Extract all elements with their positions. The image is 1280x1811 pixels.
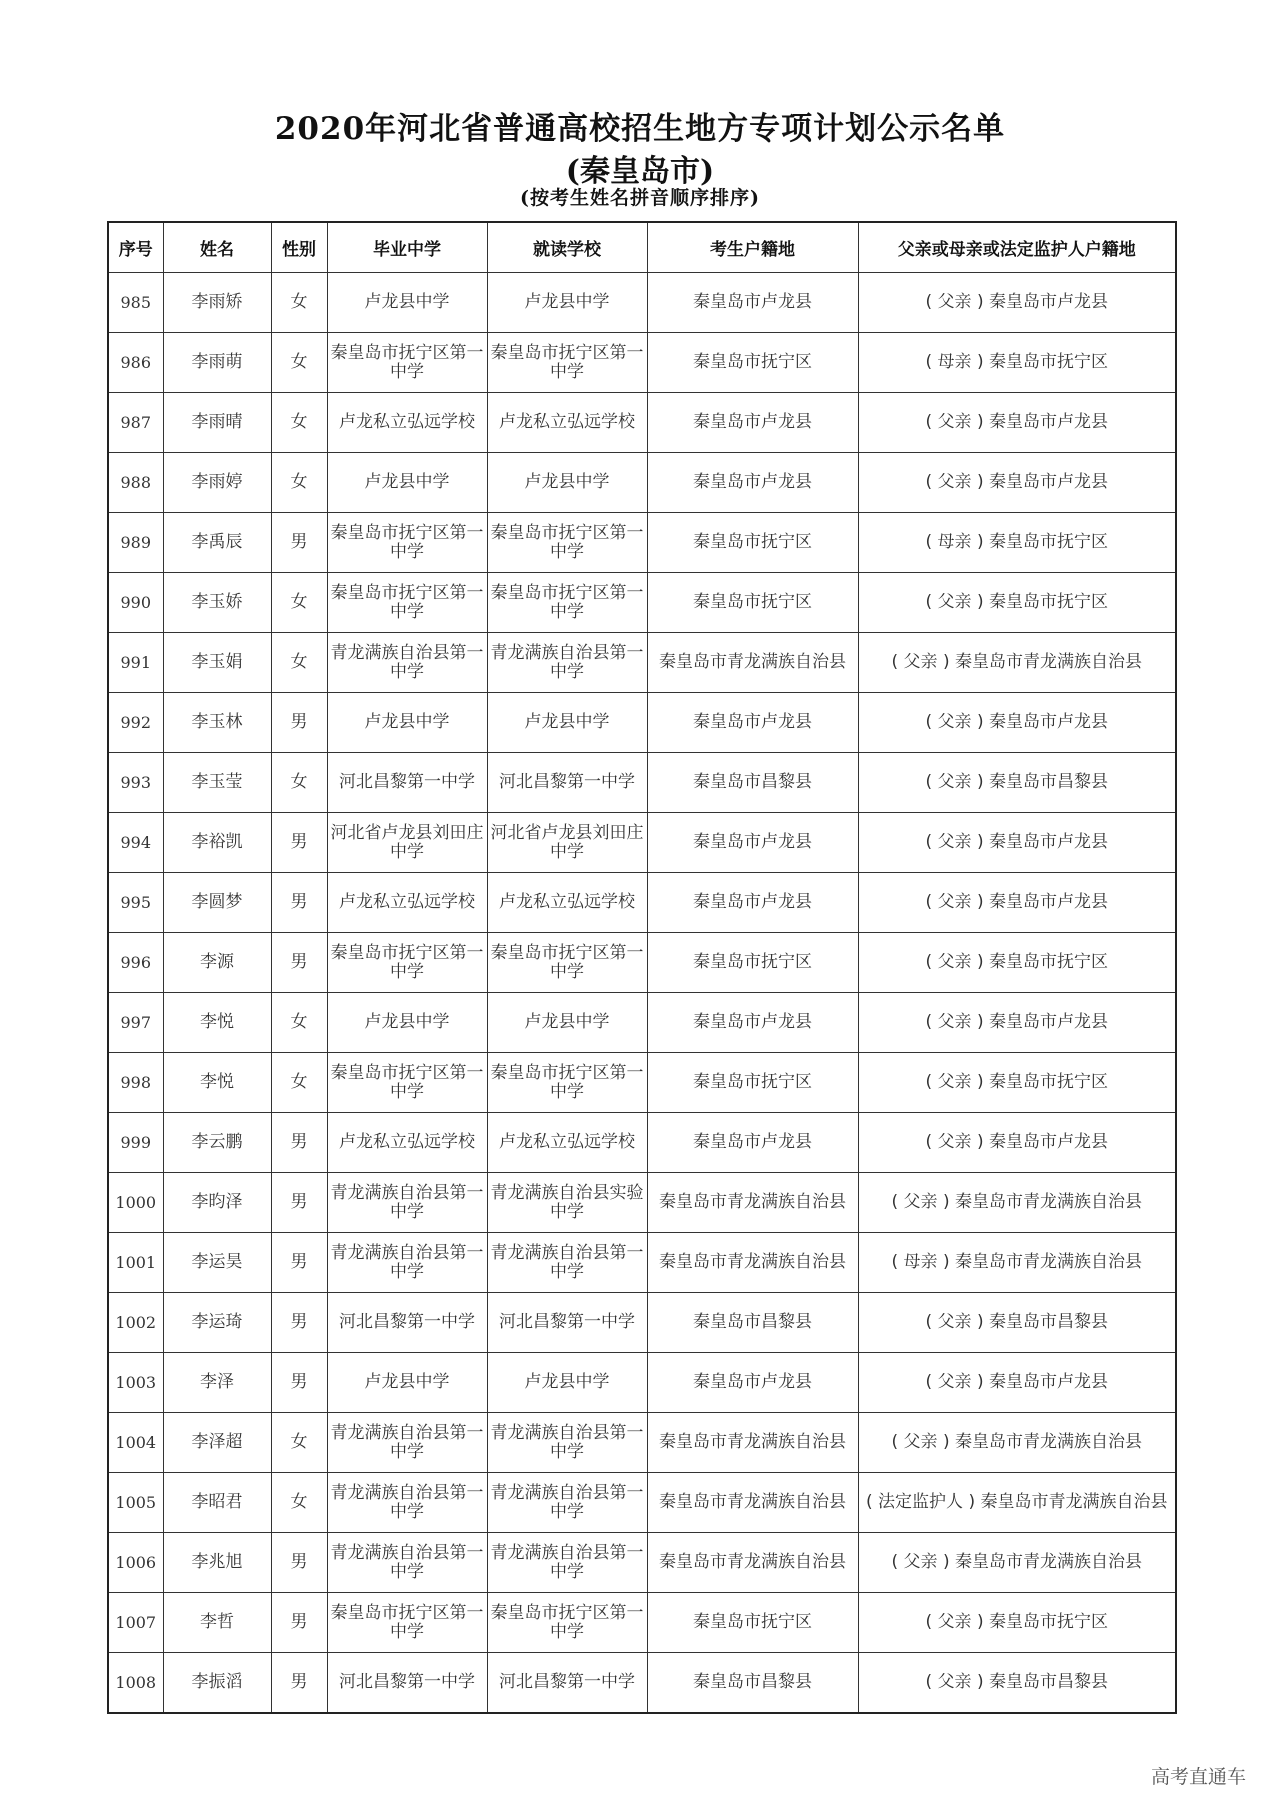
cell-current-school: 青龙满族自治县第一中学 [487,1233,647,1293]
cell-current-school: 青龙满族自治县第一中学 [487,1533,647,1593]
cell-current-school: 卢龙县中学 [487,993,647,1053]
cell-household: 秦皇岛市昌黎县 [647,1653,858,1714]
cell-grad-school: 卢龙县中学 [327,453,487,513]
table-row [108,1233,1176,1293]
table-row [108,1293,1176,1353]
watermark-text: 高考直通车 [1150,1766,1246,1788]
cell-household: 秦皇岛市卢龙县 [647,1353,858,1413]
cell-household: 秦皇岛市抚宁区 [647,1053,858,1113]
cell-gender: 男 [271,813,327,873]
table-row [108,1413,1176,1473]
cell-seq: 994 [108,813,163,873]
cell-guardian-household: ( 父亲 ) 秦皇岛市卢龙县 [858,813,1176,873]
cell-gender: 男 [271,933,327,993]
cell-name: 李哲 [163,1593,271,1653]
table-row [108,813,1176,873]
cell-seq: 993 [108,753,163,813]
column-header: 就读学校 [487,222,647,273]
cell-grad-school: 河北昌黎第一中学 [327,753,487,813]
cell-household: 秦皇岛市青龙满族自治县 [647,1473,858,1533]
cell-household: 秦皇岛市卢龙县 [647,1113,858,1173]
table-row [108,933,1176,993]
cell-seq: 996 [108,933,163,993]
cell-grad-school: 秦皇岛市抚宁区第一中学 [327,933,487,993]
cell-gender: 女 [271,993,327,1053]
cell-current-school: 秦皇岛市抚宁区第一中学 [487,333,647,393]
cell-name: 李兆旭 [163,1533,271,1593]
table-row [108,1653,1176,1714]
cell-grad-school: 河北省卢龙县刘田庄中学 [327,813,487,873]
cell-grad-school: 河北昌黎第一中学 [327,1653,487,1714]
cell-gender: 男 [271,1593,327,1653]
cell-household: 秦皇岛市卢龙县 [647,873,858,933]
cell-household: 秦皇岛市青龙满族自治县 [647,633,858,693]
cell-guardian-household: ( 父亲 ) 秦皇岛市昌黎县 [858,1293,1176,1353]
cell-guardian-household: ( 父亲 ) 秦皇岛市卢龙县 [858,453,1176,513]
cell-name: 李雨萌 [163,333,271,393]
cell-current-school: 青龙满族自治县第一中学 [487,1473,647,1533]
cell-guardian-household: ( 父亲 ) 秦皇岛市青龙满族自治县 [858,633,1176,693]
cell-guardian-household: ( 父亲 ) 秦皇岛市青龙满族自治县 [858,1533,1176,1593]
cell-seq: 986 [108,333,163,393]
sort-note: (按考生姓名拼音顺序排序) [520,187,760,209]
cell-current-school: 青龙满族自治县第一中学 [487,1413,647,1473]
cell-seq: 998 [108,1053,163,1113]
cell-current-school: 卢龙私立弘远学校 [487,1113,647,1173]
table-row [108,1113,1176,1173]
cell-guardian-household: ( 父亲 ) 秦皇岛市青龙满族自治县 [858,1413,1176,1473]
cell-gender: 男 [271,693,327,753]
cell-name: 李裕凯 [163,813,271,873]
cell-current-school: 青龙满族自治县实验中学 [487,1173,647,1233]
cell-household: 秦皇岛市抚宁区 [647,333,858,393]
cell-name: 李雨婷 [163,453,271,513]
cell-guardian-household: ( 父亲 ) 秦皇岛市抚宁区 [858,933,1176,993]
cell-grad-school: 青龙满族自治县第一中学 [327,1533,487,1593]
cell-name: 李昀泽 [163,1173,271,1233]
cell-guardian-household: ( 父亲 ) 秦皇岛市卢龙县 [858,873,1176,933]
cell-gender: 男 [271,1353,327,1413]
cell-current-school: 卢龙县中学 [487,273,647,333]
cell-current-school: 卢龙县中学 [487,453,647,513]
cell-guardian-household: ( 父亲 ) 秦皇岛市卢龙县 [858,693,1176,753]
cell-grad-school: 秦皇岛市抚宁区第一中学 [327,513,487,573]
cell-gender: 女 [271,393,327,453]
cell-gender: 男 [271,513,327,573]
cell-grad-school: 卢龙私立弘远学校 [327,873,487,933]
table-row [108,693,1176,753]
cell-grad-school: 卢龙县中学 [327,693,487,753]
cell-grad-school: 秦皇岛市抚宁区第一中学 [327,573,487,633]
table-header-row [108,222,1176,273]
table-row [108,273,1176,333]
column-header: 序号 [108,222,163,273]
cell-seq: 992 [108,693,163,753]
cell-name: 李泽超 [163,1413,271,1473]
cell-name: 李云鹏 [163,1113,271,1173]
cell-seq: 1006 [108,1533,163,1593]
cell-guardian-household: ( 父亲 ) 秦皇岛市卢龙县 [858,1353,1176,1413]
cell-gender: 女 [271,1053,327,1113]
cell-grad-school: 青龙满族自治县第一中学 [327,1233,487,1293]
cell-seq: 990 [108,573,163,633]
cell-name: 李昭君 [163,1473,271,1533]
cell-current-school: 秦皇岛市抚宁区第一中学 [487,573,647,633]
cell-grad-school: 秦皇岛市抚宁区第一中学 [327,333,487,393]
cell-name: 李泽 [163,1353,271,1413]
cell-household: 秦皇岛市青龙满族自治县 [647,1413,858,1473]
cell-guardian-household: ( 父亲 ) 秦皇岛市抚宁区 [858,1053,1176,1113]
cell-current-school: 河北昌黎第一中学 [487,1293,647,1353]
cell-seq: 988 [108,453,163,513]
cell-seq: 1000 [108,1173,163,1233]
cell-current-school: 河北昌黎第一中学 [487,1653,647,1714]
column-header: 姓名 [163,222,271,273]
cell-household: 秦皇岛市卢龙县 [647,453,858,513]
cell-name: 李振滔 [163,1653,271,1714]
cell-guardian-household: ( 母亲 ) 秦皇岛市青龙满族自治县 [858,1233,1176,1293]
cell-household: 秦皇岛市青龙满族自治县 [647,1533,858,1593]
cell-grad-school: 青龙满族自治县第一中学 [327,1173,487,1233]
cell-guardian-household: ( 父亲 ) 秦皇岛市昌黎县 [858,753,1176,813]
cell-grad-school: 卢龙县中学 [327,993,487,1053]
cell-household: 秦皇岛市抚宁区 [647,933,858,993]
cell-grad-school: 河北昌黎第一中学 [327,1293,487,1353]
cell-guardian-household: ( 母亲 ) 秦皇岛市抚宁区 [858,513,1176,573]
cell-grad-school: 青龙满族自治县第一中学 [327,1473,487,1533]
table-row [108,1053,1176,1113]
cell-current-school: 卢龙私立弘远学校 [487,873,647,933]
cell-name: 李雨晴 [163,393,271,453]
cell-name: 李悦 [163,993,271,1053]
cell-guardian-household: ( 父亲 ) 秦皇岛市卢龙县 [858,393,1176,453]
page-subtitle: (秦皇岛市) [565,154,715,189]
cell-gender: 男 [271,1653,327,1714]
table-row [108,1533,1176,1593]
table-row [108,993,1176,1053]
cell-guardian-household: ( 父亲 ) 秦皇岛市青龙满族自治县 [858,1173,1176,1233]
cell-seq: 991 [108,633,163,693]
column-header: 毕业中学 [327,222,487,273]
cell-seq: 1004 [108,1413,163,1473]
table-row [108,453,1176,513]
table-row [108,1173,1176,1233]
cell-seq: 1001 [108,1233,163,1293]
cell-current-school: 青龙满族自治县第一中学 [487,633,647,693]
table-row [108,1593,1176,1653]
table-row [108,873,1176,933]
cell-grad-school: 卢龙私立弘远学校 [327,393,487,453]
table-row [108,393,1176,453]
table-row [108,633,1176,693]
table-row [108,573,1176,633]
cell-guardian-household: ( 法定监护人 ) 秦皇岛市青龙满族自治县 [858,1473,1176,1533]
cell-household: 秦皇岛市抚宁区 [647,1593,858,1653]
table-row [108,753,1176,813]
cell-guardian-household: ( 父亲 ) 秦皇岛市昌黎县 [858,1653,1176,1714]
cell-gender: 女 [271,753,327,813]
cell-seq: 985 [108,273,163,333]
cell-gender: 男 [271,1233,327,1293]
cell-guardian-household: ( 父亲 ) 秦皇岛市抚宁区 [858,1593,1176,1653]
cell-current-school: 秦皇岛市抚宁区第一中学 [487,933,647,993]
cell-name: 李玉娟 [163,633,271,693]
cell-current-school: 秦皇岛市抚宁区第一中学 [487,1593,647,1653]
cell-name: 李玉林 [163,693,271,753]
cell-name: 李运昊 [163,1233,271,1293]
cell-name: 李玉莹 [163,753,271,813]
roster-table [107,221,1177,1714]
cell-seq: 1007 [108,1593,163,1653]
cell-household: 秦皇岛市卢龙县 [647,813,858,873]
cell-name: 李圆梦 [163,873,271,933]
cell-grad-school: 秦皇岛市抚宁区第一中学 [327,1053,487,1113]
cell-seq: 997 [108,993,163,1053]
cell-household: 秦皇岛市抚宁区 [647,573,858,633]
cell-household: 秦皇岛市卢龙县 [647,993,858,1053]
cell-current-school: 河北昌黎第一中学 [487,753,647,813]
cell-gender: 女 [271,573,327,633]
page-title: 2020年河北省普通高校招生地方专项计划公示名单 [274,111,1006,147]
cell-gender: 男 [271,1533,327,1593]
cell-seq: 995 [108,873,163,933]
cell-gender: 女 [271,453,327,513]
cell-seq: 1003 [108,1353,163,1413]
cell-guardian-household: ( 父亲 ) 秦皇岛市卢龙县 [858,273,1176,333]
cell-current-school: 卢龙县中学 [487,693,647,753]
cell-seq: 989 [108,513,163,573]
cell-guardian-household: ( 父亲 ) 秦皇岛市卢龙县 [858,1113,1176,1173]
column-header: 性别 [271,222,327,273]
cell-household: 秦皇岛市昌黎县 [647,1293,858,1353]
cell-household: 秦皇岛市抚宁区 [647,513,858,573]
cell-household: 秦皇岛市卢龙县 [647,273,858,333]
cell-grad-school: 青龙满族自治县第一中学 [327,1413,487,1473]
cell-name: 李源 [163,933,271,993]
cell-current-school: 卢龙私立弘远学校 [487,393,647,453]
cell-seq: 1002 [108,1293,163,1353]
cell-seq: 1008 [108,1653,163,1714]
cell-household: 秦皇岛市青龙满族自治县 [647,1173,858,1233]
cell-household: 秦皇岛市青龙满族自治县 [647,1233,858,1293]
table-row [108,1473,1176,1533]
cell-gender: 女 [271,1413,327,1473]
cell-gender: 女 [271,1473,327,1533]
cell-seq: 999 [108,1113,163,1173]
cell-gender: 男 [271,1293,327,1353]
cell-grad-school: 秦皇岛市抚宁区第一中学 [327,1593,487,1653]
cell-household: 秦皇岛市卢龙县 [647,693,858,753]
cell-grad-school: 卢龙私立弘远学校 [327,1113,487,1173]
cell-household: 秦皇岛市昌黎县 [647,753,858,813]
cell-household: 秦皇岛市卢龙县 [647,393,858,453]
cell-name: 李悦 [163,1053,271,1113]
cell-gender: 女 [271,333,327,393]
cell-gender: 女 [271,273,327,333]
cell-grad-school: 卢龙县中学 [327,273,487,333]
cell-seq: 987 [108,393,163,453]
cell-current-school: 卢龙县中学 [487,1353,647,1413]
cell-name: 李雨矫 [163,273,271,333]
cell-grad-school: 青龙满族自治县第一中学 [327,633,487,693]
cell-gender: 女 [271,633,327,693]
cell-current-school: 河北省卢龙县刘田庄中学 [487,813,647,873]
column-header: 父亲或母亲或法定监护人户籍地 [858,222,1176,273]
table-row [108,1353,1176,1413]
cell-name: 李运琦 [163,1293,271,1353]
cell-name: 李禹辰 [163,513,271,573]
cell-guardian-household: ( 母亲 ) 秦皇岛市抚宁区 [858,333,1176,393]
cell-guardian-household: ( 父亲 ) 秦皇岛市卢龙县 [858,993,1176,1053]
table-row [108,513,1176,573]
table-row [108,333,1176,393]
cell-current-school: 秦皇岛市抚宁区第一中学 [487,513,647,573]
cell-gender: 男 [271,1173,327,1233]
column-header: 考生户籍地 [647,222,858,273]
cell-seq: 1005 [108,1473,163,1533]
cell-gender: 男 [271,1113,327,1173]
cell-guardian-household: ( 父亲 ) 秦皇岛市抚宁区 [858,573,1176,633]
cell-current-school: 秦皇岛市抚宁区第一中学 [487,1053,647,1113]
cell-gender: 男 [271,873,327,933]
cell-name: 李玉娇 [163,573,271,633]
cell-grad-school: 卢龙县中学 [327,1353,487,1413]
